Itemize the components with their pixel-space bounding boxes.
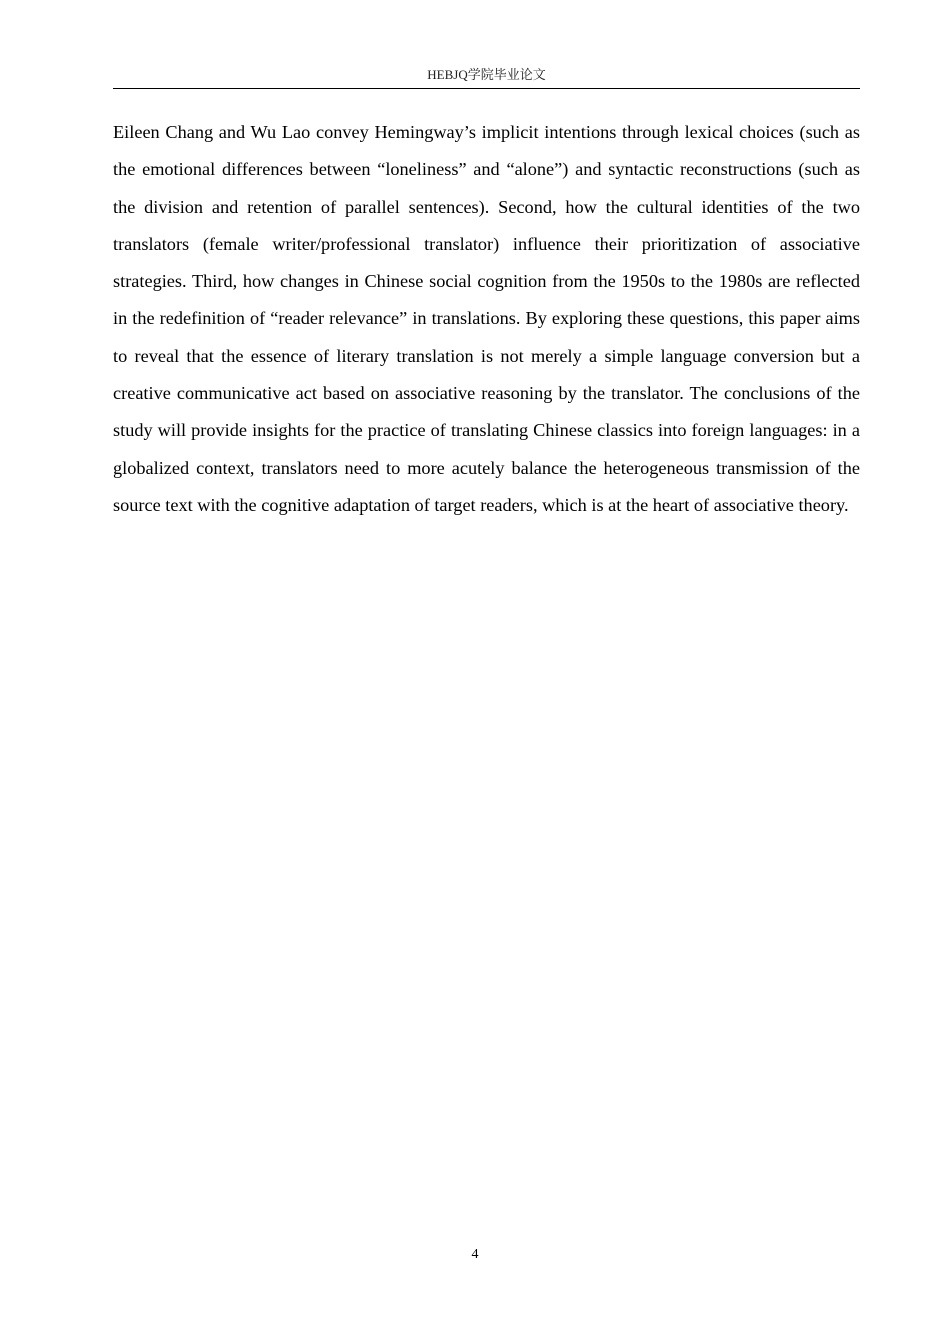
body-paragraph: Eileen Chang and Wu Lao convey Hemingway’s implicit intentions through lexical choices (such as the emotional differences between “loneliness” and “alone”) and syntactic reconstructions (such as the division and retention of parallel sentences). Second, how the cultural identities of the two translators (female writer/professional translator) influence their prioritization of associative strategies. Third, how changes in Chinese social cognition from the 1950s to the 1980s are reflected in the redefinition of “reader relevance” in translations. By exploring these questions, this paper aims to reveal that the essence of literary translation is not merely a simple language conversion but a creative communicative act based on associative reasoning by the translator. The conclusions of the study will provide insights for the practice of translating Chinese classics into foreign languages: in a globalized context, translators need to more acutely balance the heterogeneous transmission of the source text with the cognitive adaptation of target readers, which is at the heart of associative theory. xyxy=(113,122,860,515)
page-number: 4 xyxy=(471,1247,479,1262)
running-header: HEBJQ学院毕业论文 xyxy=(113,66,860,89)
